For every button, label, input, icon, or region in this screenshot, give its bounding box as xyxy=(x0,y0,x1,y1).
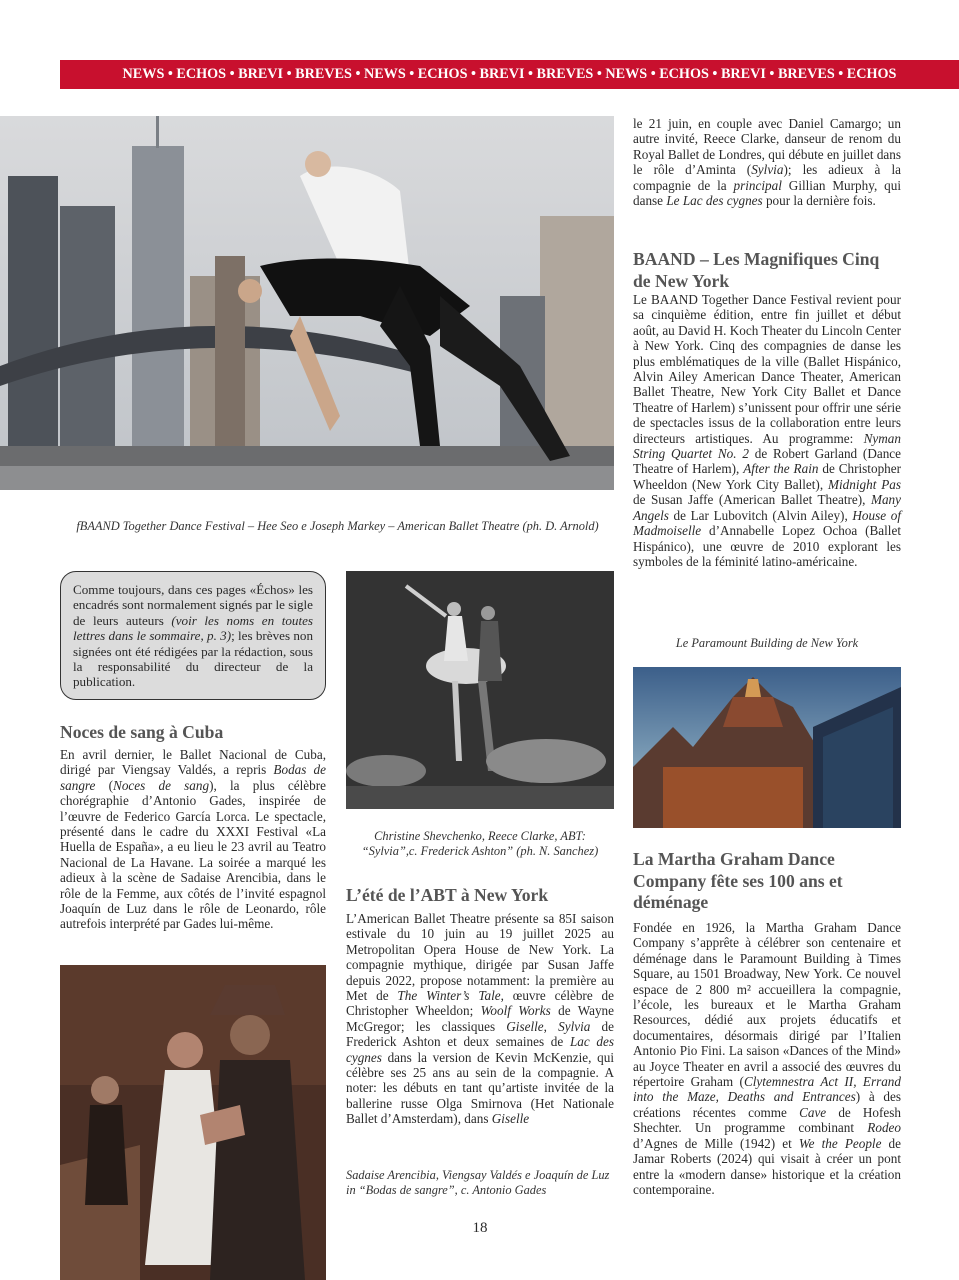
abt-article-body xyxy=(346,911,614,1127)
abt-cont-italic: Le Lac des cygnes xyxy=(666,193,763,209)
baand-text: d’Annabelle Lopez Ochoa (Ballet Hispánico), une œuvre de 2010 explorant les symboles de la féminité latino-américaine. xyxy=(633,523,901,569)
graham-text: de Jamar Roberts (2024) qui visait à créer un pont entre la «modern danse» historique et la création contemporaine. xyxy=(633,1135,902,1197)
abt-text: de Wayne McGregor; les classiques xyxy=(346,1003,614,1034)
abt-italic: Giselle xyxy=(491,1111,530,1127)
graham-italic: Cave xyxy=(799,1104,827,1120)
cuba-text: ( xyxy=(95,777,114,793)
graham-article-title: La Martha Graham Dance Company fête ses 100 ans et déménage xyxy=(633,849,843,912)
bodas-photo-caption: Sadaise Arencibia, Viengsay Valdés e Joaquín de Luz in “Bodas de sangre”, c. Antonio Gades xyxy=(346,1168,610,1197)
graham-text: ) à des créations récentes comme xyxy=(633,1089,901,1120)
paramount-photo-caption: Le Paramount Building de New York xyxy=(675,636,859,650)
abt-cont-italic: principal xyxy=(733,177,782,193)
baand-article-title: BAAND – Les Magnifiques Cinq de New York xyxy=(633,249,880,291)
abt-italic: Woolf Works xyxy=(480,1003,551,1019)
baand-text: de Susan Jaffe (American Ballet Theatre), xyxy=(633,492,871,508)
cuba-article-body xyxy=(60,747,326,932)
note-text-italic: (voir les noms en toutes lettres dans le sommaire, p. 3) xyxy=(73,612,313,644)
sylvia-ballet-photo xyxy=(346,571,614,809)
abt-article-continued xyxy=(633,116,901,208)
abt-italic: Lac des cygnes xyxy=(346,1034,614,1065)
baand-article-body xyxy=(633,292,901,569)
abt-text: de Frederick Ashton et deux semaines de xyxy=(346,1018,614,1050)
abt-text: , xyxy=(543,1018,559,1034)
graham-text: Fondée en 1926, la Martha Graham Dance Company s’apprête à célébrer son centenaire et déménage dans le Paramount Building à Times Square, au 1501 Broadway, New York. Ce nouvel espace de 2 800 m² accueillera la compagnie, l’école, les bureaux et le Martha Graham Resources, dédié aux projets éducatifs et documentaires, désormais dirigé par l’Italien Antonio Pio Fini. La saison «Dances of the Mind» au Joyce Theater en avril a associé des œuvres du répertoire Graham ( xyxy=(633,920,901,1090)
cuba-italic: Noces de sang xyxy=(113,777,210,793)
page-number: 18 xyxy=(472,1220,488,1236)
baand-text: Le BAAND Together Dance Festival revient pour sa cinquième édition, entre fin juillet et début août, au David H. Koch Theater du Lincoln Center à New York. Cinq des compagnies de danse les plus emblématiques de la ville (Ballet Hispánico, Alvin Ailey American Dance Theater, American Ballet Theatre, New York City Ballet et Dance Theatre of Harlem) s’unissent pour offrir une série de spectacles issus de la collaboration entre leurs directeurs artistiques. Au programme: xyxy=(633,292,901,446)
baand-dance-photo xyxy=(0,116,614,490)
abt-cont-text: ); les adieux à la compagnie de la xyxy=(633,162,901,193)
abt-cont-text: pour la dernière fois. xyxy=(762,193,876,209)
graham-article-body xyxy=(633,920,901,1197)
cuba-italic: Bodas de sangre xyxy=(60,762,326,793)
baand-photo-caption: fBAAND Together Dance Festival – Hee Seo e Joseph Markey – American Ballet Theatre (ph. D. Arnold) xyxy=(76,519,599,533)
graham-text: de Hofesh Shechter. Un programme combinant xyxy=(633,1104,902,1136)
baand-italic: Midnight Pas xyxy=(828,476,901,492)
abt-italic: Sylvia xyxy=(558,1018,591,1034)
sylvia-photo-caption: Christine Shevchenko, Reece Clarke, ABT: “Sylvia”,c. Frederick Ashton” (ph. N. Sanchez) xyxy=(361,829,599,858)
abt-cont-italic: Sylvia xyxy=(751,162,784,178)
baand-text: de Christopher Wheeldon (New York City Ballet), xyxy=(633,461,901,492)
graham-italic: Clytemnestra Act II, Errand into the Maze, Deaths and Entrances xyxy=(633,1074,901,1105)
graham-italic: We the People xyxy=(798,1135,882,1151)
cuba-text: ), la plus célèbre chorégraphie d’Antonio Gades, inspirée de l’œuvre de Federico García Lorca. Le spectacle, présenté dans le cadre du XXXI Festival «La Huella de España», a eu lieu le 23 avril au Teatro Nacional de La Havane. La soirée a marqué les adieux à la scène de Sadaise Arencibia, dans le rôle de la Femme, aux côtés de l’invité espagnol Joaquín de Luz dans le rôle de Leonardo, rôle autrefois interprété par Gades lui-même. xyxy=(60,777,326,932)
baand-italic: House of Madmoiselle xyxy=(633,507,901,539)
note-text-1: Comme toujours, dans ces pages «Échos» les encadrés sont normalement signés par le sigle de leurs auteurs xyxy=(73,582,313,628)
cuba-text: En avril dernier, le Ballet Nacional de Cuba, dirigé par Viengsay Valdés, a repris xyxy=(60,747,326,778)
abt-article-title: L’été de l’ABT à New York xyxy=(346,885,549,905)
baand-text: de Lar Lubovitch (Alvin Ailey), xyxy=(668,507,853,523)
abt-italic: The Winter’s Tale xyxy=(397,988,501,1004)
editorial-note-box xyxy=(60,571,326,700)
baand-italic: Nyman String Quartet No. 2 xyxy=(633,430,901,462)
abt-cont-text: le 21 juin, en couple avec Daniel Camargo; un autre invité, Reece Clarke, danseur de renom du Royal Ballet de Londres, qui débute en juillet dans le rôle d’Aminta ( xyxy=(633,116,901,178)
baand-text: de Robert Garland (Dance Theatre of Harlem), xyxy=(633,446,901,477)
graham-text: d’Agnes de Mille (1942) et xyxy=(633,1135,799,1151)
paramount-building-photo xyxy=(633,667,901,828)
abt-text: dans la version de Kevin McKenzie, qui célèbre ses 25 ans au sein de la compagnie. A noter: les débuts en tant qu’artiste invitée de la ballerine russe Olga Smirnova (Het Nationale Ballet d’Amsterdam), dans xyxy=(346,1049,614,1127)
note-text-2: ; les brèves non signées ont été rédigées par la rédaction, sous la responsabilité du directeur de la publication. xyxy=(73,628,313,690)
baand-italic: Many Angels xyxy=(633,492,901,523)
baand-italic: After the Rain xyxy=(743,461,819,477)
graham-italic: Rodeo xyxy=(867,1120,901,1136)
abt-text: , œuvre célèbre de Christopher Wheeldon; xyxy=(346,988,614,1019)
abt-cont-text: Gillian Murphy, qui danse xyxy=(633,177,901,209)
abt-text: L’American Ballet Theatre présente sa 85I saison estivale du 10 juin au 19 juillet 2025 au Metropolitan Opera House de New York. La compagnie mythique, dirigée par Susan Jaffe depuis 2022, propose notamment: la première au Met de xyxy=(346,911,614,1004)
abt-italic: Giselle xyxy=(506,1018,544,1034)
cuba-article-title: Noces de sang à Cuba xyxy=(60,722,224,742)
bodas-de-sangre-photo xyxy=(60,965,326,1280)
section-banner: NEWS • ECHOS • BREVI • BREVES • NEWS • ECHOS • BREVI • BREVES • NEWS • ECHOS • BREVI • BREVES • ECHOS xyxy=(60,60,959,89)
